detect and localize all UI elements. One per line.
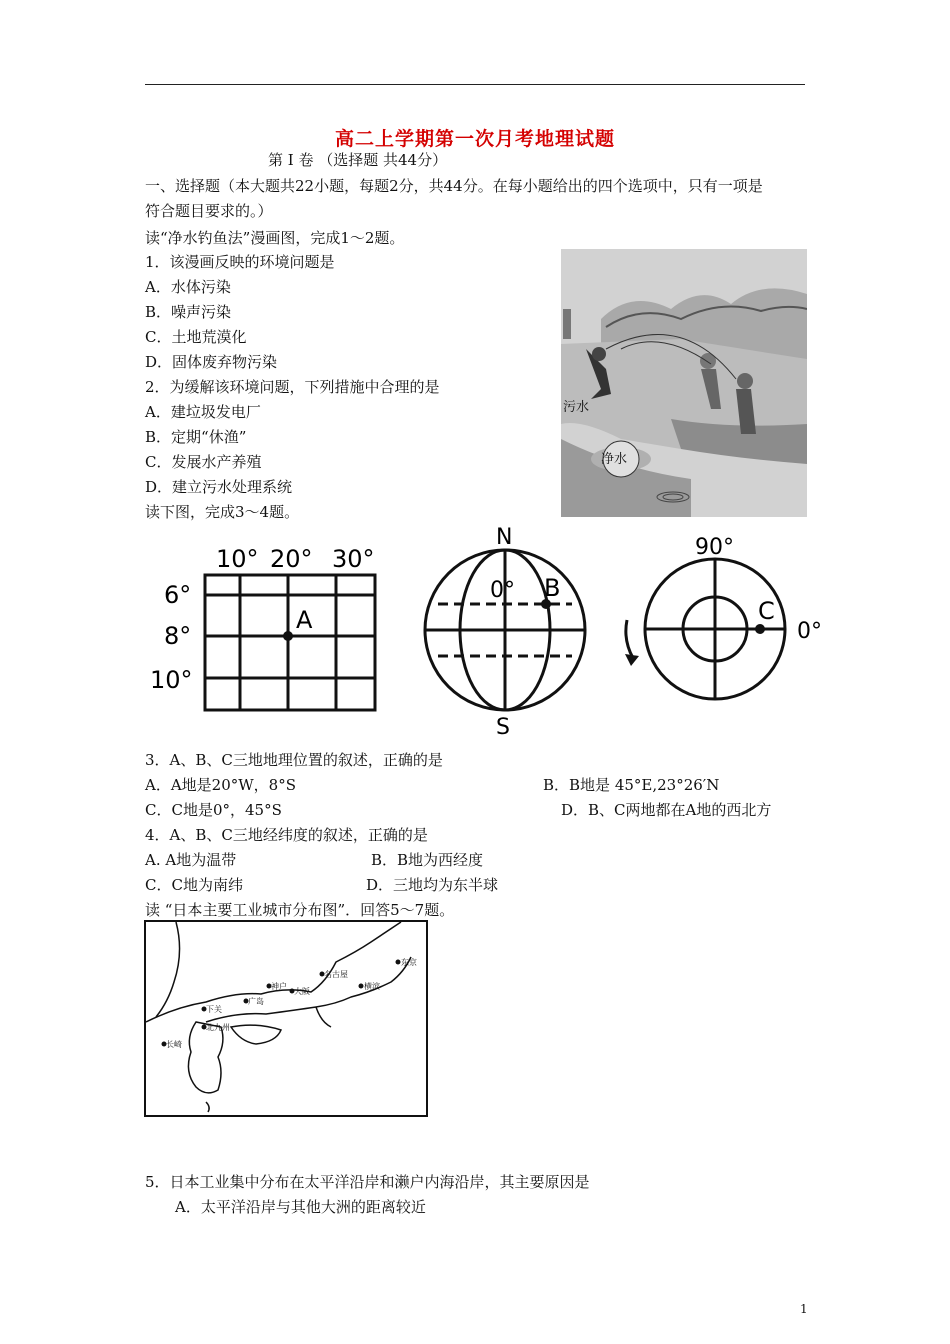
q4-option-d: D．三地均为东半球 bbox=[366, 876, 499, 894]
lon-label-20: 20° bbox=[270, 545, 313, 573]
lat-label-10: 10° bbox=[150, 666, 193, 694]
q4-stem: 4．A、B、C三地经纬度的叙述，正确的是 bbox=[145, 826, 428, 844]
q2-option-a: A．建垃圾发电厂 bbox=[145, 403, 261, 421]
city-osaka: 大阪 bbox=[294, 987, 310, 996]
north-label: N bbox=[496, 525, 513, 550]
point-a-marker bbox=[283, 631, 293, 641]
polar-top-label: 90° bbox=[695, 535, 734, 560]
japan-industrial-map bbox=[144, 920, 428, 1117]
lon-label-10: 10° bbox=[216, 545, 259, 573]
q3-option-d: D．B、C两地都在A地的西北方 bbox=[561, 801, 772, 819]
city-hiroshima: 广岛 bbox=[248, 997, 264, 1006]
city-nagasaki: 长崎 bbox=[166, 1040, 182, 1049]
instruction-line-2: 符合题目要求的。） bbox=[145, 202, 273, 220]
point-c-label: C bbox=[758, 597, 775, 625]
q1-option-a: A．水体污染 bbox=[145, 278, 231, 296]
polar-right-label: 0° bbox=[797, 619, 822, 644]
q5-option-a: A．太平洋沿岸与其他大洲的距离较近 bbox=[175, 1198, 426, 1216]
q3-stem: 3．A、B、C三地地理位置的叙述，正确的是 bbox=[145, 751, 443, 769]
latlon-grid-diagram bbox=[150, 530, 400, 720]
south-label: S bbox=[496, 715, 510, 737]
q2-option-c: C．发展水产养殖 bbox=[145, 453, 262, 471]
page-number: 1 bbox=[800, 1302, 808, 1316]
point-a-label: A bbox=[296, 606, 313, 634]
polar-projection-diagram bbox=[615, 530, 845, 720]
city-tokyo: 东京 bbox=[401, 958, 417, 967]
meridian-label: 0° bbox=[490, 578, 515, 603]
group3-intro: 读 “日本主要工业城市分布图”．回答5～7题。 bbox=[145, 901, 455, 919]
q2-stem: 2．为缓解该环境问题，下列措施中合理的是 bbox=[145, 378, 440, 396]
q3-option-c: C．C地是0°，45°S bbox=[145, 801, 282, 819]
city-nagoya: 名古屋 bbox=[324, 970, 348, 979]
q3-option-a: A．A地是20°W，8°S bbox=[145, 776, 296, 794]
lat-label-8: 8° bbox=[164, 622, 192, 650]
point-c-marker bbox=[755, 624, 765, 634]
instruction-line-1: 一、选择题（本大题共22小题，每题2分，共44分。在每小题给出的四个选项中，只有一项是 bbox=[145, 177, 763, 195]
group2-intro: 读下图，完成3～4题。 bbox=[145, 503, 300, 521]
q4-option-a: A. A地为温带 bbox=[145, 851, 237, 869]
q1-option-b: B．噪声污染 bbox=[145, 303, 232, 321]
q1-option-d: D．固体废弃物污染 bbox=[145, 353, 278, 371]
city-kitakyushu: 北九州 bbox=[206, 1023, 230, 1032]
q1-option-c: C．土地荒漠化 bbox=[145, 328, 247, 346]
q3-option-b: B．B地是 45°E,23°26′N bbox=[543, 776, 720, 794]
clean-water-label: 净水 bbox=[601, 452, 628, 467]
group1-intro: 读“净水钓鱼法”漫画图，完成1～2题。 bbox=[145, 229, 405, 247]
rotation-arrow-icon bbox=[625, 654, 639, 666]
q2-option-b: B．定期“休渔” bbox=[145, 428, 247, 446]
q4-option-c: C．C地为南纬 bbox=[145, 876, 243, 894]
dirty-water-label: 污水 bbox=[563, 400, 590, 415]
q1-stem: 1．该漫画反映的环境问题是 bbox=[145, 253, 335, 271]
lat-label-6: 6° bbox=[164, 581, 192, 609]
q5-stem: 5．日本工业集中分布在太平洋沿岸和濑户内海沿岸，其主要原因是 bbox=[145, 1173, 590, 1191]
city-kobe: 神户 bbox=[271, 982, 287, 991]
q4-option-b: B．B地为西经度 bbox=[371, 851, 484, 869]
page-title: 高二上学期第一次月考地理试题 bbox=[334, 128, 615, 150]
city-yokohama: 横滨 bbox=[364, 982, 380, 991]
q2-option-d: D．建立污水处理系统 bbox=[145, 478, 293, 496]
city-shimonoseki: 下关 bbox=[206, 1005, 222, 1014]
lon-label-30: 30° bbox=[332, 545, 375, 573]
globe-diagram bbox=[420, 522, 595, 737]
section-heading: 第 Ⅰ 卷 （选择题 共44分） bbox=[268, 151, 448, 169]
fishing-cartoon-image bbox=[561, 249, 807, 517]
header-rule bbox=[145, 84, 805, 85]
point-b-label: B bbox=[544, 574, 561, 602]
